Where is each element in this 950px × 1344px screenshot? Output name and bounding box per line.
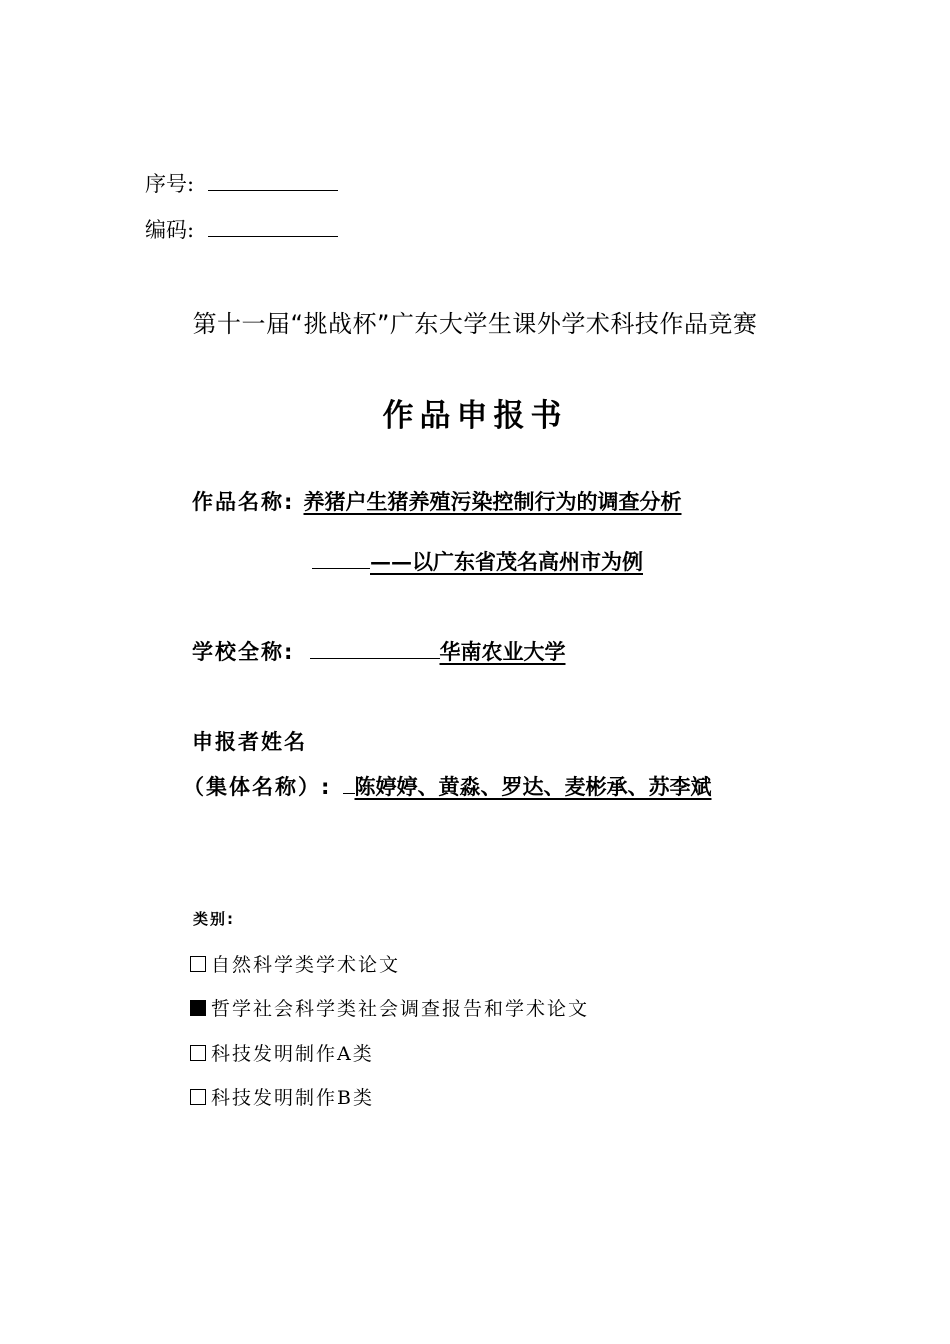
work-name-value-line1: 养猪户生猪养殖污染控制行为的调查分析 [303,489,682,514]
school-leading-underline [310,636,440,659]
category-option[interactable] [190,1083,374,1110]
checkbox-unchecked-icon[interactable] [190,1089,206,1105]
code-blank-line [208,218,338,237]
serial-label: 序号: [145,172,195,196]
category-option[interactable] [190,950,400,977]
checkbox-unchecked-icon[interactable] [190,1045,206,1061]
competition-title: 第十一届“挑战杯”广东大学生课外学术科技作品竞赛 [192,310,758,338]
work-name-value-line2: ——以广东省茂名高州市为例 [370,549,643,574]
applicants-label-line2: （集体名称）: [183,775,332,799]
checkbox-unchecked-icon[interactable] [190,956,206,972]
applicants-label-line1: 申报者姓名 [192,730,307,754]
category-option-label: 科技发明制作B类 [211,1087,374,1109]
school-row [192,636,566,666]
serial-field [145,170,338,198]
serial-blank-line [208,172,338,191]
work-name-row [192,486,682,516]
category-option[interactable] [190,1039,374,1066]
applicants-value: 陈婷婷、黄淼、罗达、麦彬承、苏李斌 [354,774,712,799]
school-value: 华南农业大学 [439,639,566,664]
category-heading: 类别: [193,910,235,928]
subtitle-leading-underline [312,546,370,569]
applicants-row [183,771,712,801]
category-option-label: 自然科学类学术论文 [211,954,401,976]
code-label: 编码: [145,218,195,242]
document-title: 作品申报书 [382,398,568,434]
work-name-label: 作品名称: [192,490,295,514]
category-option-label: 科技发明制作A类 [211,1043,374,1065]
work-name-subtitle-row [312,546,643,576]
school-label: 学校全称: [192,640,295,664]
checkbox-checked-icon[interactable] [190,1000,206,1016]
category-option-label: 哲学社会科学类社会调查报告和学术论文 [211,998,590,1020]
applicants-leading-underline [343,771,355,794]
code-field [145,216,338,244]
category-option[interactable] [190,994,589,1021]
